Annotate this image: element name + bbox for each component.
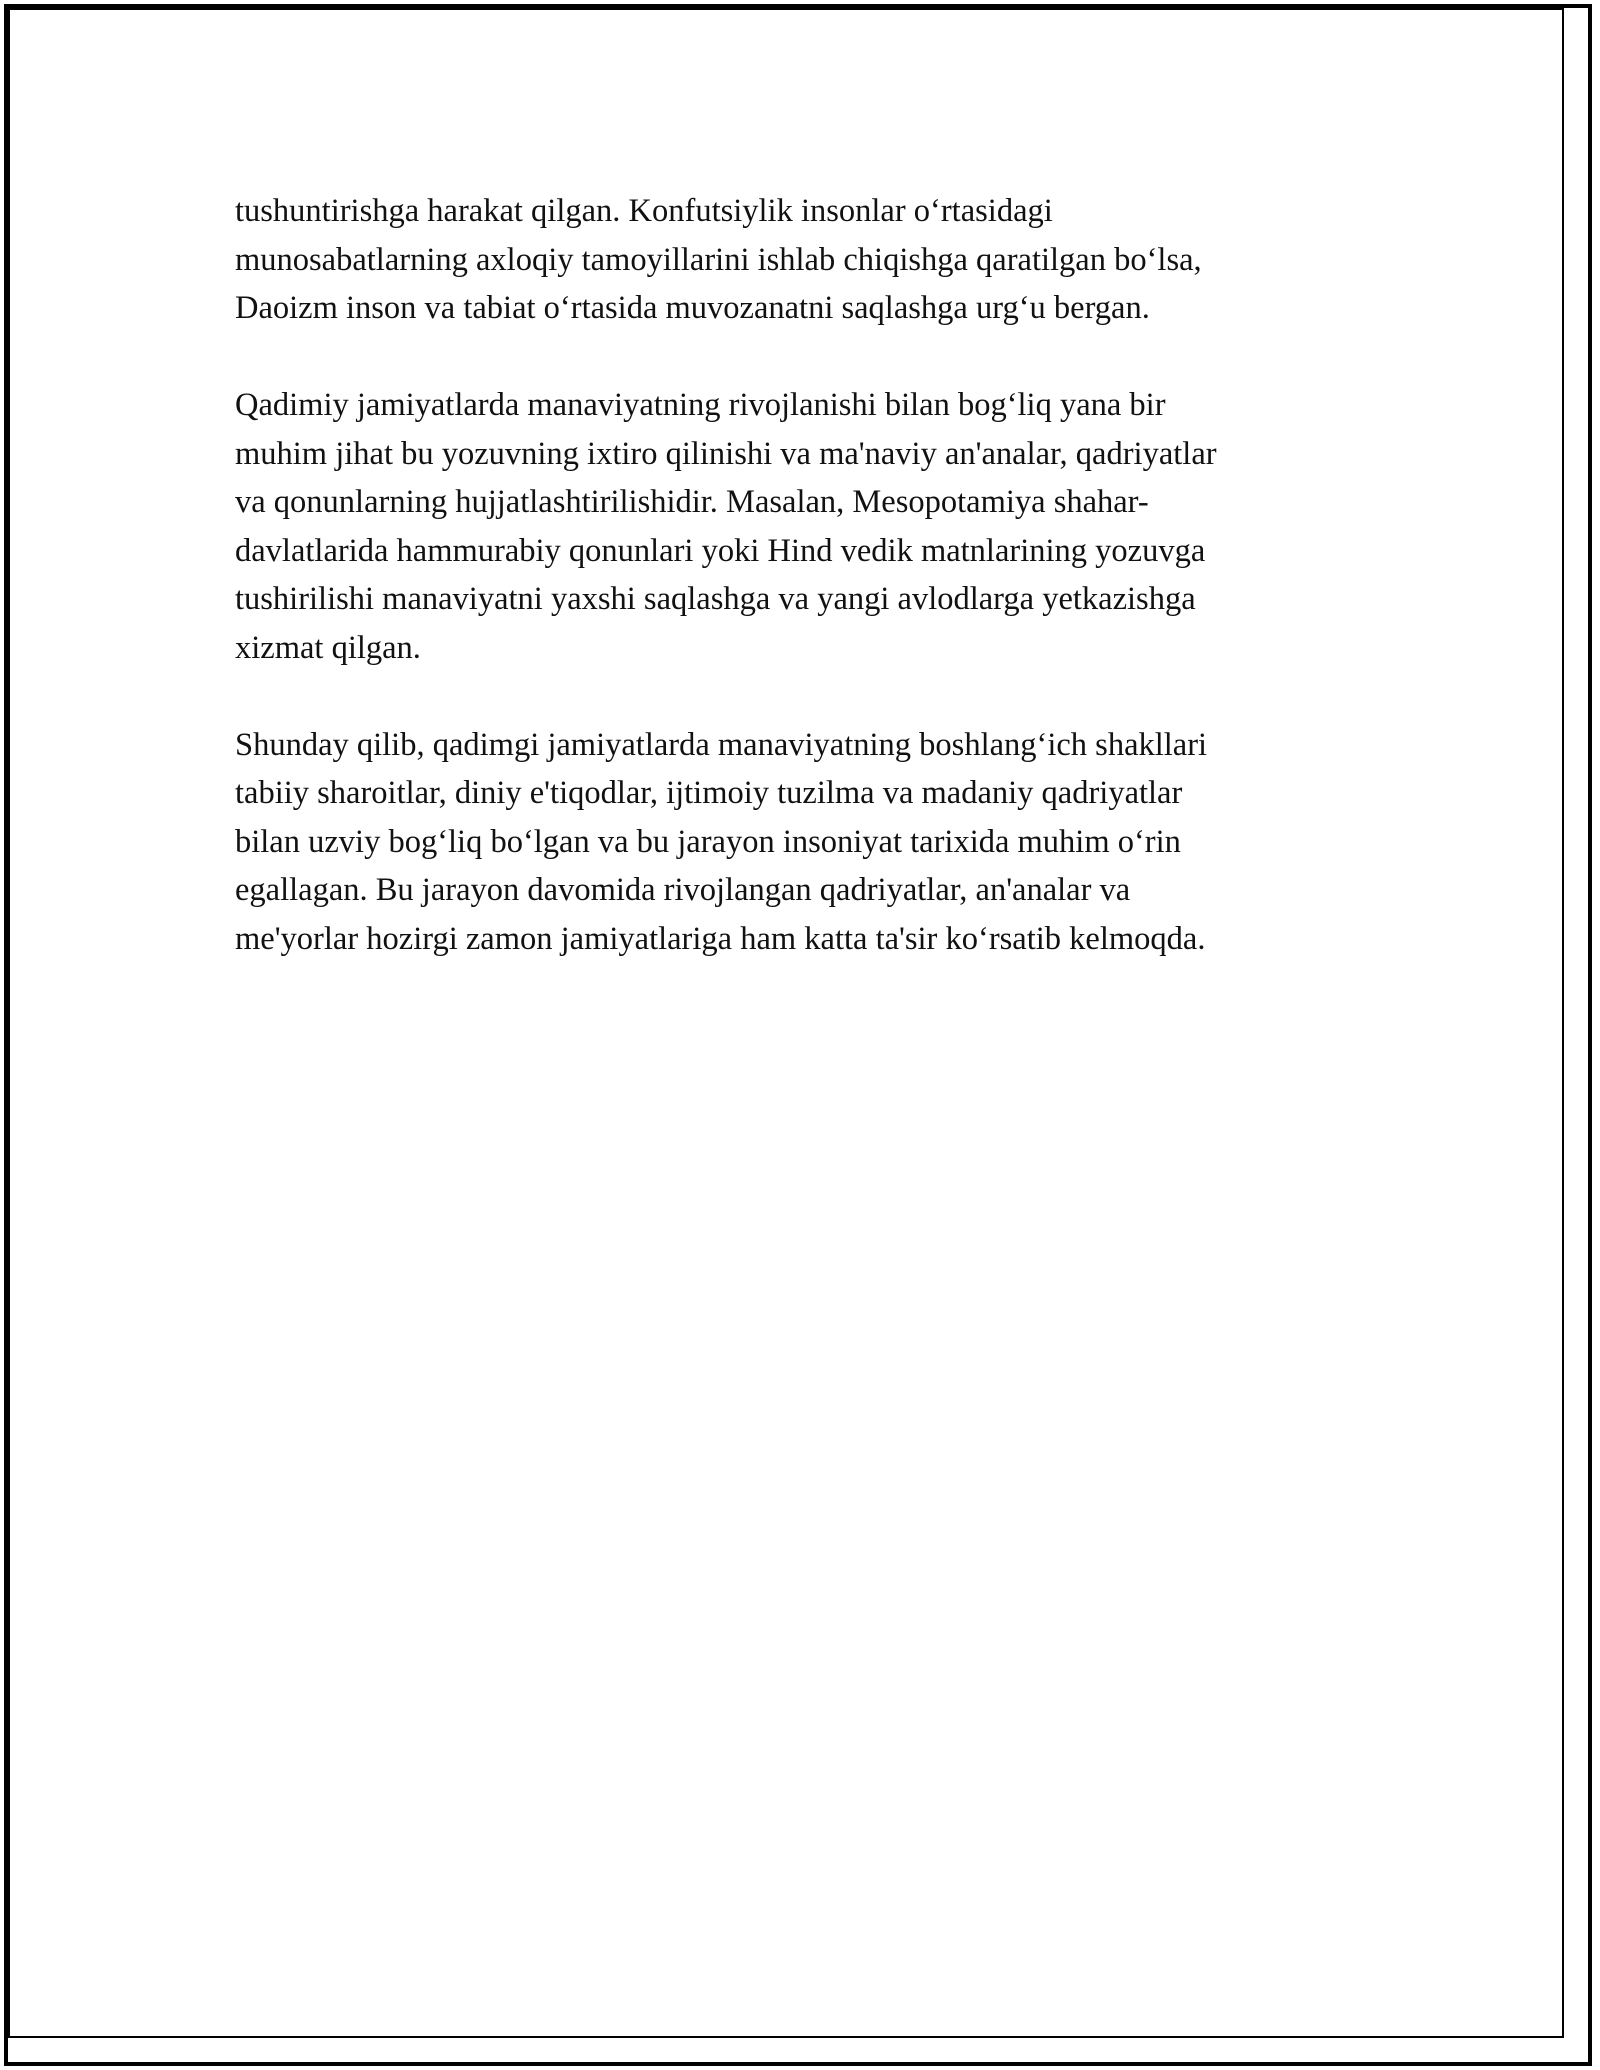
paragraph-3: [235, 721, 1395, 964]
text-line: me'yorlar hozirgi zamon jamiyatlariga ham katta ta'sir ko‘rsatib kelmoqda.: [235, 920, 1206, 957]
text-line: munosabatlarning axloqiy tamoyillarini ishlab chiqishga qaratilgan bo‘lsa,: [235, 241, 1202, 278]
text-line: Shunday qilib, qadimgi jamiyatlarda manaviyatning boshlang‘ich shakllari: [235, 726, 1208, 763]
text-line: Qadimiy jamiyatlarda manaviyatning rivojlanishi bilan bog‘liq yana bir: [235, 387, 1166, 423]
paragraph-2: [235, 381, 1395, 672]
text-line: tushuntirishga harakat qilgan. Konfutsiylik insonlar o‘rtasidagi: [235, 193, 1053, 229]
text-line: va qonunlarning hujjatlashtirilishidir. Masalan, Mesopotamiya shahar-: [235, 484, 1149, 520]
text-line: tabiiy sharoitlar, diniy e'tiqodlar, ijtimoiy tuzilma va madaniy qadriyatlar: [235, 775, 1183, 811]
text-line: tushirilishi manaviyatni yaxshi saqlashga va yangi avlodlarga yetkazishga: [235, 581, 1196, 617]
paragraph-1: [235, 187, 1395, 333]
text-line: Daoizm inson va tabiat o‘rtasida muvozanatni saqlashga urg‘u bergan.: [235, 290, 1150, 326]
text-line: muhim jihat bu yozuvning ixtiro qilinishi va ma'naviy an'analar, qadriyatlar: [235, 435, 1217, 472]
text-line: bilan uzviy bog‘liq bo‘lgan va bu jarayon insoniyat tarixida muhim o‘rin: [235, 823, 1181, 860]
text-line: egallagan. Bu jarayon davomida rivojlangan qadriyatlar, an'analar va: [235, 872, 1131, 908]
text-line: davlatlarida hammurabiy qonunlari yoki Hind vedik matnlarining yozuvga: [235, 532, 1206, 569]
document-body: [235, 187, 1395, 1012]
text-line: xizmat qilgan.: [235, 629, 421, 666]
